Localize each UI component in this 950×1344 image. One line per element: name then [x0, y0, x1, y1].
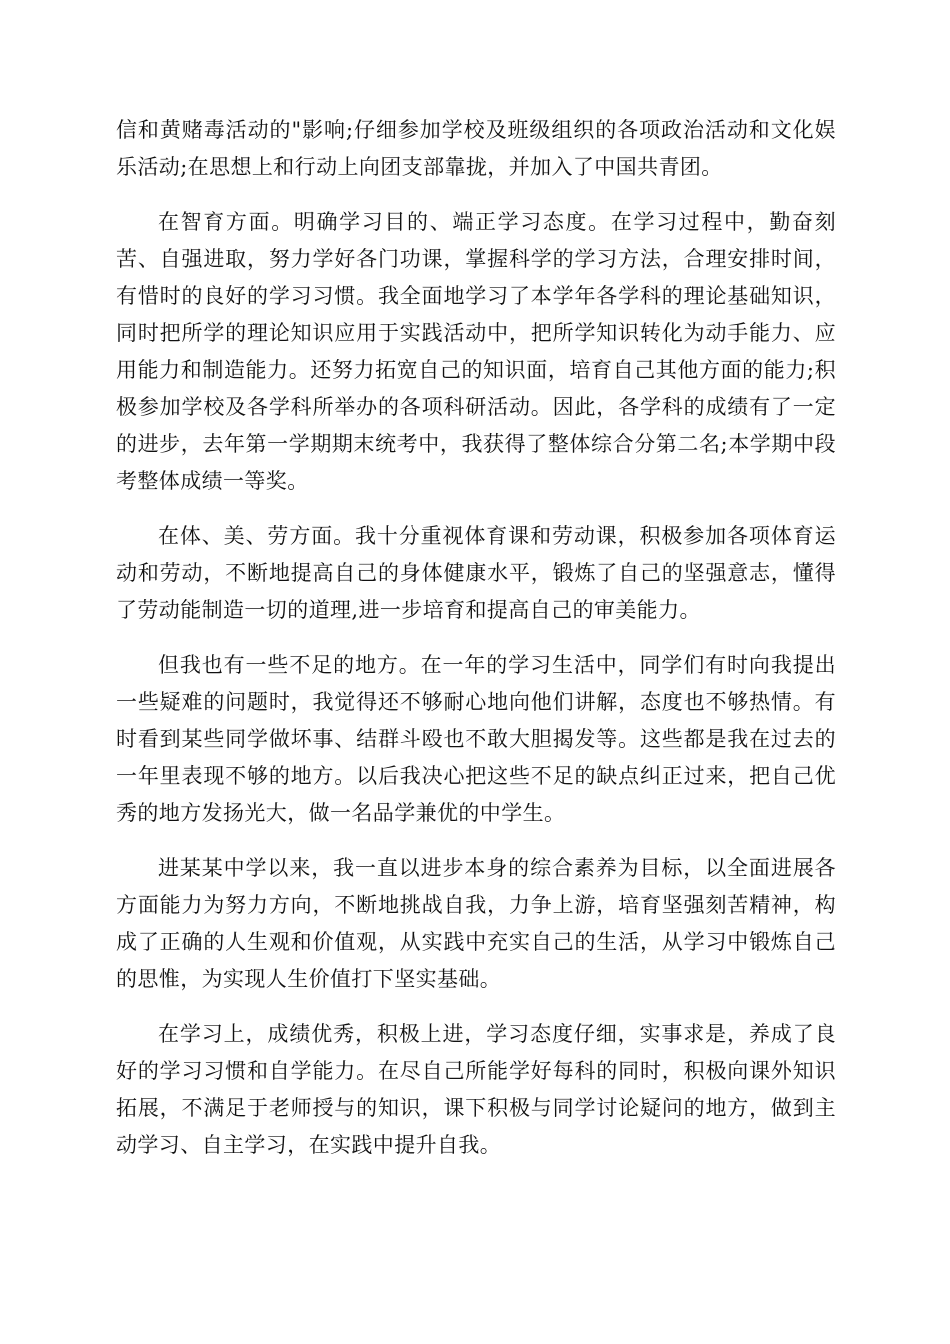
paragraph-4: 但我也有一些不足的地方。在一年的学习生活中，同学们有时向我提出一些疑难的问题时，我觉得还不够耐心地向他们讲解，态度也不够热情。有时看到某些同学做坏事、结群斗殴也不敢大胆揭发等。这些都是我在过去的一年里表现不够的地方。以后我决心把这些不足的缺点纠正过来，把自己优秀的地方发扬光大，做一名品学兼优的中学生。 [116, 653, 836, 825]
paragraph-1: 信和黄赌毒活动的"影响;仔细参加学校及班级组织的各项政治活动和文化娱乐活动;在思想上和行动上向团支部靠拢，并加入了中国共青团。 [116, 118, 836, 179]
paragraph-2: 在智育方面。明确学习目的、端正学习态度。在学习过程中，勤奋刻苦、自强进取，努力学好各门功课，掌握科学的学习方法，合理安排时间，有惜时的良好的学习习惯。我全面地学习了本学年各学科的理论基础知识，同时把所学的理论知识应用于实践活动中，把所学知识转化为动手能力、应用能力和制造能力。还努力拓宽自己的知识面，培育自己其他方面的能力;积极参加学校及各学科所举办的各项科研活动。因此，各学科的成绩有了一定的进步，去年第一学期期末统考中，我获得了整体综合分第二名;本学期中段考整体成绩一等奖。 [116, 210, 836, 493]
document-body [116, 112, 836, 1164]
paragraph-3: 在体、美、劳方面。我十分重视体育课和劳动课，积极参加各项体育运动和劳动，不断地提高自己的身体健康水平，锻炼了自己的坚强意志，懂得了劳动能制造一切的道理,进一步培育和提高自己的审美能力。 [116, 524, 836, 622]
paragraph-5: 进某某中学以来，我一直以进步本身的综合素养为目标，以全面进展各方面能力为努力方向，不断地挑战自我，力争上游，培育坚强刻苦精神，构成了正确的人生观和价值观，从实践中充实自己的生活，从学习中锻炼自己的思惟，为实现人生价值打下坚实基础。 [116, 856, 836, 991]
paragraph-6: 在学习上，成绩优秀，积极上进，学习态度仔细，实事求是，养成了良好的学习习惯和自学能力。在尽自己所能学好每科的同时，积极向课外知识拓展，不满足于老师授与的知识，课下积极与同学讨论疑问的地方，做到主动学习、自主学习，在实践中提升自我。 [116, 1022, 836, 1157]
